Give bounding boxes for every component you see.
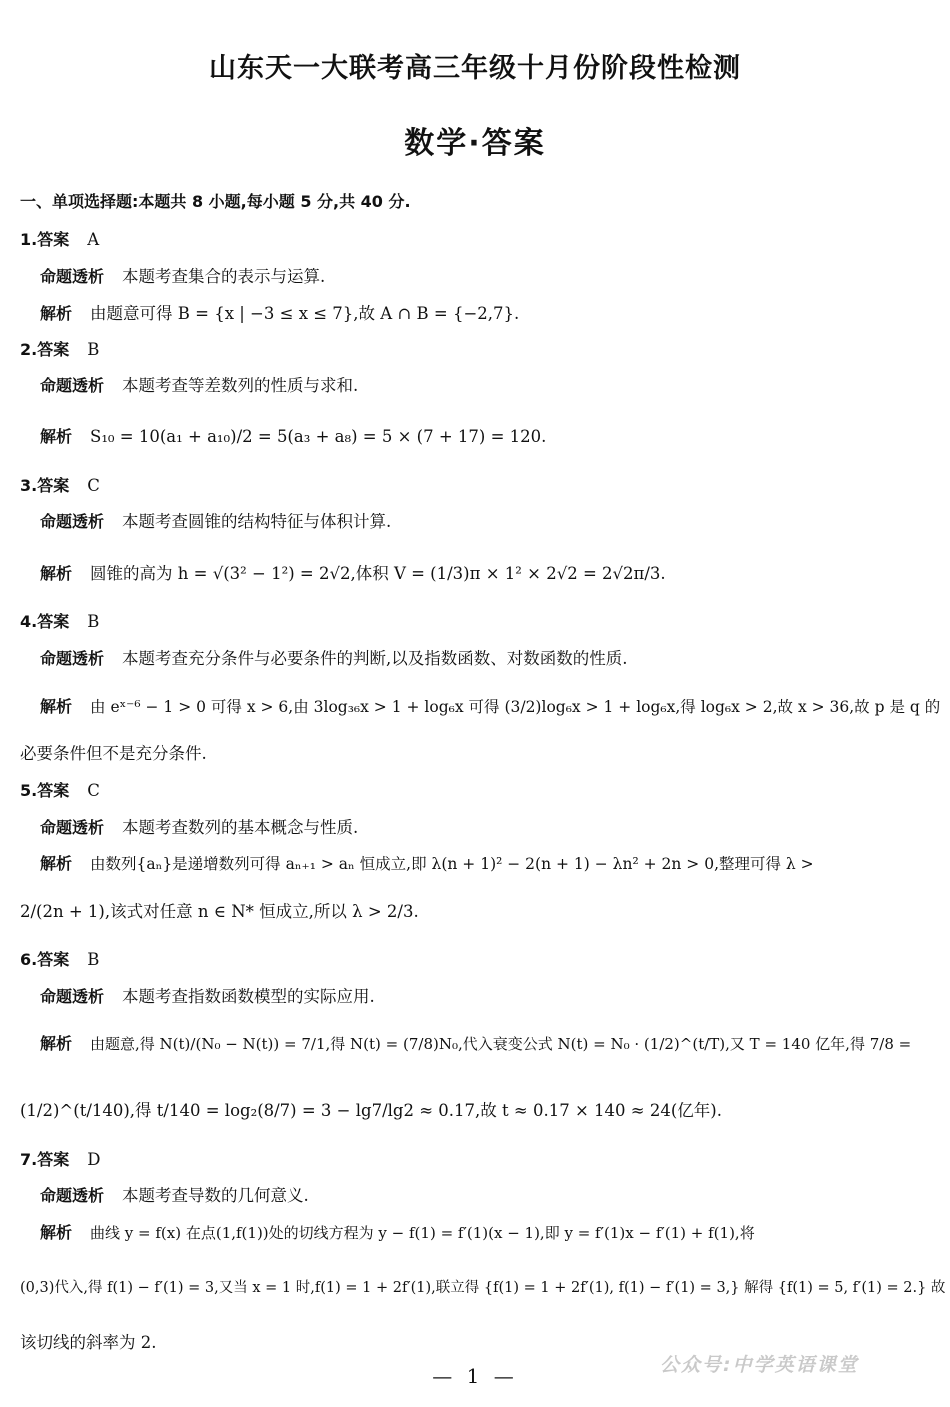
- intent-text: 本题考查等差数列的性质与求和.: [122, 376, 359, 395]
- intent-label: 命题透析: [40, 512, 105, 531]
- analysis-text: 由数列{aₙ}是递增数列可得 aₙ₊₁ > aₙ 恒成立,即 λ(n + 1)² − 2(n + 1) − λn² + 2n > 0,整理可得 λ >: [90, 855, 814, 873]
- answer-value: C: [87, 781, 100, 800]
- analysis-label: 解析: [40, 697, 73, 716]
- page-subtitle: 数学·答案: [404, 126, 546, 161]
- intent-text: 本题考查指数函数模型的实际应用.: [122, 987, 375, 1006]
- question-7-analysis-cont: (0,3)代入,得 f(1) − f′(1) = 3,又当 x = 1 时,f(1) = 1 + 2f′(1),联立得 {f(1) = 1 + 2f′(1), f(1) − f′(1) = 3,} 解得 {f(1) = 5, f′(1) = 2.} 故: [20, 1280, 946, 1296]
- analysis-text: S₁₀ = 10(a₁ + a₁₀)/2 = 5(a₃ + a₈) = 5 × (7 + 17) = 120.: [90, 427, 547, 446]
- intent-label: 命题透析: [40, 649, 105, 668]
- analysis-text: 曲线 y = f(x) 在点(1,f(1))处的切线方程为 y − f(1) = f′(1)(x − 1),即 y = f′(1)x − f′(1) + f(1),将: [90, 1224, 755, 1242]
- question-5-answer-row: [20, 779, 932, 803]
- question-7-answer-row: [20, 1148, 932, 1172]
- page-number: — 1 —: [432, 1364, 518, 1388]
- intent-label: 命题透析: [40, 818, 105, 837]
- question-6-analysis: [40, 1032, 932, 1056]
- analysis-label: 解析: [40, 564, 73, 583]
- answer-value: B: [87, 612, 100, 631]
- question-5-intent: [40, 816, 932, 840]
- analysis-label: 解析: [40, 1223, 73, 1242]
- question-number: 2.: [20, 340, 38, 359]
- analysis-label: 解析: [40, 304, 73, 323]
- question-4-analysis-cont: 必要条件但不是充分条件.: [20, 744, 207, 763]
- intent-label: 命题透析: [40, 987, 105, 1006]
- analysis-text: 由题意,得 N(t)/(N₀ − N(t)) = 7/1,得 N(t) = (7/8)N₀,代入衰变公式 N(t) = N₀ · (1/2)^(t/T),又 T = 140 亿年,得 7/8 =: [90, 1035, 912, 1053]
- question-7-analysis-end: 该切线的斜率为 2.: [20, 1333, 157, 1352]
- question-2-analysis: [40, 425, 932, 449]
- answer-label: 答案: [37, 950, 70, 969]
- analysis-text: 圆锥的高为 h = √(3² − 1²) = 2√2,体积 V = (1/3)π × 1² × 2√2 = 2√2π/3.: [90, 564, 666, 583]
- answer-label: 答案: [37, 612, 70, 631]
- question-6-analysis-cont: (1/2)^(t/140),得 t/140 = log₂(8/7) = 3 − lg7/lg2 ≈ 0.17,故 t ≈ 0.17 × 140 ≈ 24(亿年).: [20, 1101, 722, 1120]
- answer-value: A: [87, 230, 100, 249]
- question-2-intent: [40, 374, 932, 398]
- analysis-text: 由 eˣ⁻⁶ − 1 > 0 可得 x > 6,由 3log₃₆x > 1 + log₆x 可得 (3/2)log₆x > 1 + log₆x,得 log₆x > 2,故 x > 36,故 p 是 q 的: [90, 698, 941, 716]
- question-7-analysis: [40, 1221, 932, 1245]
- section-heading: 一、单项选择题:本题共 8 小题,每小题 5 分,共 40 分.: [20, 192, 411, 211]
- answer-label: 答案: [37, 230, 70, 249]
- answer-label: 答案: [37, 1150, 70, 1169]
- question-number: 3.: [20, 476, 38, 495]
- intent-label: 命题透析: [40, 267, 105, 286]
- page-title: 山东天一大联考高三年级十月份阶段性检测: [209, 53, 741, 84]
- intent-text: 本题考查数列的基本概念与性质.: [122, 818, 359, 837]
- question-1-analysis: [40, 302, 932, 326]
- question-5-analysis-cont: 2/(2n + 1),该式对任意 n ∈ N* 恒成立,所以 λ > 2/3.: [20, 902, 419, 921]
- question-3-intent: [40, 510, 932, 534]
- answer-label: 答案: [37, 781, 70, 800]
- analysis-label: 解析: [40, 854, 73, 873]
- question-number: 4.: [20, 612, 38, 631]
- question-number: 6.: [20, 950, 38, 969]
- question-1-answer-row: [20, 228, 932, 252]
- watermark: 公众号:中学英语课堂: [660, 1354, 859, 1376]
- answer-value: B: [87, 340, 100, 359]
- question-1-intent: [40, 265, 932, 289]
- answer-value: D: [87, 1150, 101, 1169]
- intent-text: 本题考查导数的几何意义.: [122, 1186, 309, 1205]
- question-4-answer-row: [20, 610, 932, 634]
- question-3-answer-row: [20, 474, 932, 498]
- analysis-text: 由题意可得 B = {x | −3 ≤ x ≤ 7},故 A ∩ B = {−2,7}.: [90, 304, 520, 323]
- question-6-answer-row: [20, 948, 932, 972]
- question-4-analysis: [40, 695, 941, 719]
- question-7-intent: [40, 1184, 932, 1208]
- analysis-label: 解析: [40, 1034, 73, 1053]
- intent-text: 本题考查充分条件与必要条件的判断,以及指数函数、对数函数的性质.: [122, 649, 628, 668]
- intent-text: 本题考查圆锥的结构特征与体积计算.: [122, 512, 392, 531]
- answer-label: 答案: [37, 476, 70, 495]
- question-2-answer-row: [20, 338, 932, 362]
- intent-label: 命题透析: [40, 1186, 105, 1205]
- question-3-analysis: [40, 562, 932, 586]
- question-6-intent: [40, 985, 932, 1009]
- question-5-analysis: [40, 852, 932, 876]
- answer-value: C: [87, 476, 100, 495]
- answer-label: 答案: [37, 340, 70, 359]
- question-number: 5.: [20, 781, 38, 800]
- question-number: 1.: [20, 230, 38, 249]
- intent-text: 本题考查集合的表示与运算.: [122, 267, 326, 286]
- analysis-label: 解析: [40, 427, 73, 446]
- answer-value: B: [87, 950, 100, 969]
- question-4-intent: [40, 647, 932, 671]
- question-number: 7.: [20, 1150, 38, 1169]
- intent-label: 命题透析: [40, 376, 105, 395]
